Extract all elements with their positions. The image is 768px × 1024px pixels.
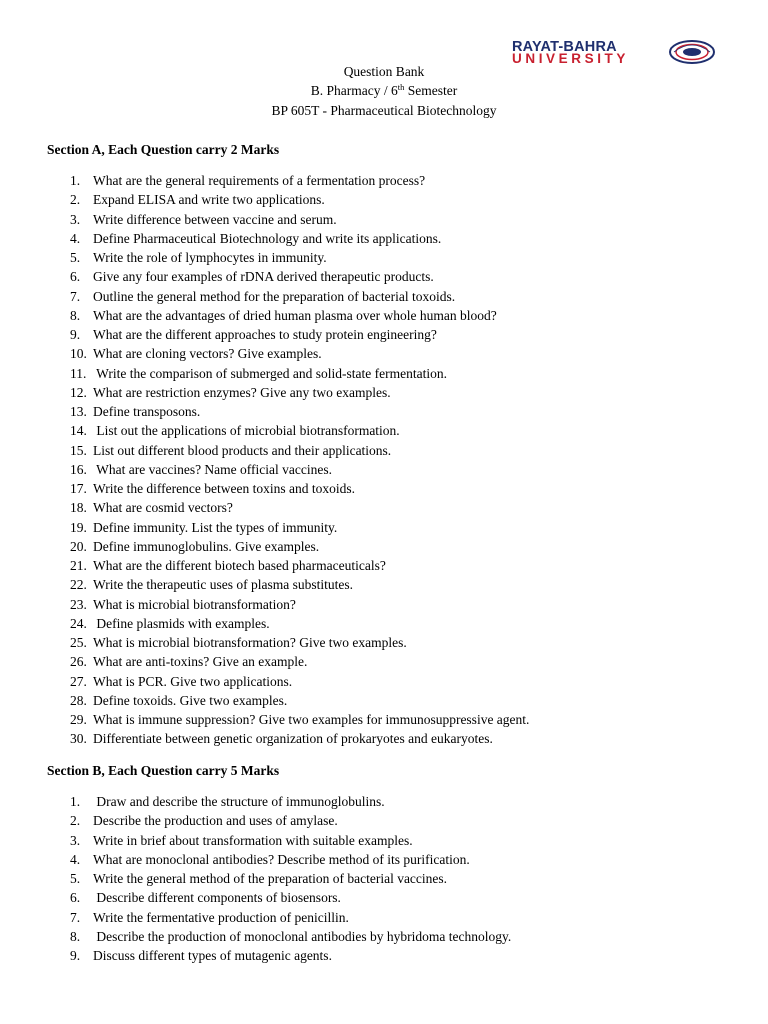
question-text: What is microbial biotransformation? Give two examples. (93, 635, 407, 650)
question-text: What are the different biotech based pharmaceuticals? (93, 558, 386, 573)
question-text: What are anti-toxins? Give an example. (93, 654, 308, 670)
question-number: 13. (70, 404, 87, 419)
question-number: 8. (70, 928, 81, 944)
question-text: Define immunity. List the types of immunity. (93, 519, 338, 535)
question-text: What are monoclonal antibodies? Describe method of its purification. (93, 851, 470, 867)
question-number: 12. (70, 384, 87, 400)
question-text: Write the fermentative production of penicillin. (93, 909, 349, 925)
question-text: Differentiate between genetic organization of prokaryotes and eukaryotes. (93, 731, 493, 747)
program-superscript: th (397, 82, 405, 92)
question-number: 6. (70, 890, 81, 906)
question-number: 26. (70, 654, 87, 670)
question-text: Discuss different types of mutagenic agents. (93, 948, 332, 963)
question-number: 25. (70, 635, 87, 650)
section-b-title: Section B, Each Question carry 5 Marks (47, 763, 280, 778)
question-text: Describe the production and uses of amylase. (93, 813, 338, 829)
question-text: Expand ELISA and write two applications. (93, 192, 325, 208)
program-prefix: B. Pharmacy / 6 (310, 83, 398, 98)
question-number: 3. (70, 832, 81, 848)
question-number: 19. (70, 519, 87, 535)
question-number: 11. (70, 365, 87, 381)
question-number: 5. (70, 250, 81, 265)
question-number: 7. (70, 909, 81, 925)
question-text: What is PCR. Give two applications. (93, 673, 293, 689)
question-number: 10. (70, 346, 87, 362)
question-number: 2. (70, 192, 81, 208)
question-text: Write the comparison of submerged and solid-state fermentation. (93, 365, 447, 381)
section-a-title: Section A, Each Question carry 2 Marks (47, 142, 280, 157)
question-text: What are restriction enzymes? Give any two examples. (93, 384, 391, 400)
question-number: 6. (70, 269, 81, 285)
question-number: 28. (70, 692, 87, 708)
question-text: What is microbial biotransformation? (93, 596, 296, 612)
question-number: 3. (70, 211, 81, 227)
question-number: 9. (70, 327, 81, 342)
question-text: What are vaccines? Name official vaccines. (93, 461, 332, 477)
question-text: Define Pharmaceutical Biotechnology and write its applications. (93, 230, 442, 246)
program-suffix: Semester (404, 83, 458, 98)
course-line: BP 605T - Pharmaceutical Biotechnology (271, 103, 497, 118)
question-number: 4. (70, 851, 81, 867)
question-text: Define toxoids. Give two examples. (93, 692, 288, 708)
question-text: What are cloning vectors? Give examples. (93, 346, 322, 362)
question-text: Write the difference between toxins and toxoids. (93, 481, 355, 496)
question-number: 4. (70, 230, 81, 246)
question-text: Write in brief about transformation with suitable examples. (93, 832, 413, 848)
question-number: 29. (70, 712, 87, 727)
question-number: 1. (70, 794, 81, 809)
question-number: 17. (70, 481, 87, 496)
question-text: Define plasmids with examples. (93, 615, 270, 631)
question-text: What are the advantages of dried human plasma over whole human blood? (93, 307, 497, 323)
question-text: Describe different components of biosensors. (93, 890, 341, 906)
question-number: 9. (70, 948, 81, 963)
question-number: 7. (70, 288, 81, 304)
program-line (0, 81, 768, 100)
question-number: 2. (70, 813, 81, 829)
question-text: What are cosmid vectors? (93, 500, 233, 516)
question-number: 30. (70, 731, 87, 747)
question-number: 5. (70, 871, 81, 886)
question-text: Define transposons. (93, 404, 201, 419)
university-seal-icon (668, 40, 716, 64)
question-number: 21. (70, 558, 87, 573)
question-number: 18. (70, 500, 87, 516)
question-text: What are the general requirements of a fermentation process? (93, 173, 426, 188)
question-number: 14. (70, 423, 87, 439)
question-text: Draw and describe the structure of immunoglobulins. (93, 794, 385, 809)
question-text: Define immunoglobulins. Give examples. (93, 538, 320, 554)
document-title: Question Bank (343, 64, 425, 79)
question-text: Write difference between vaccine and serum. (93, 211, 337, 227)
question-number: 24. (70, 615, 87, 631)
question-number: 8. (70, 307, 81, 323)
question-text: List out different blood products and their applications. (93, 442, 392, 458)
question-text: What is immune suppression? Give two examples for immunosuppressive agent. (93, 712, 530, 727)
question-text: Describe the production of monoclonal antibodies by hybridoma technology. (93, 928, 512, 944)
question-text: Outline the general method for the preparation of bacterial toxoids. (93, 288, 456, 304)
question-text: List out the applications of microbial biotransformation. (93, 423, 400, 439)
logo-line-1: RAYAT-BAHRA (512, 39, 617, 55)
question-text: What are the different approaches to study protein engineering? (93, 327, 437, 342)
question-text: Write the role of lymphocytes in immunity. (93, 250, 327, 265)
question-number: 20. (70, 538, 87, 554)
question-number: 15. (70, 442, 87, 458)
question-number: 1. (70, 173, 81, 188)
question-text: Write the therapeutic uses of plasma substitutes. (93, 577, 354, 593)
question-text: Give any four examples of rDNA derived therapeutic products. (93, 269, 434, 285)
question-number: 27. (70, 673, 87, 689)
logo-line-2: UNIVERSITY (512, 51, 630, 66)
question-number: 16. (70, 461, 87, 477)
question-number: 22. (70, 577, 87, 593)
question-number: 23. (70, 596, 87, 612)
question-text: Write the general method of the preparation of bacterial vaccines. (93, 871, 448, 886)
